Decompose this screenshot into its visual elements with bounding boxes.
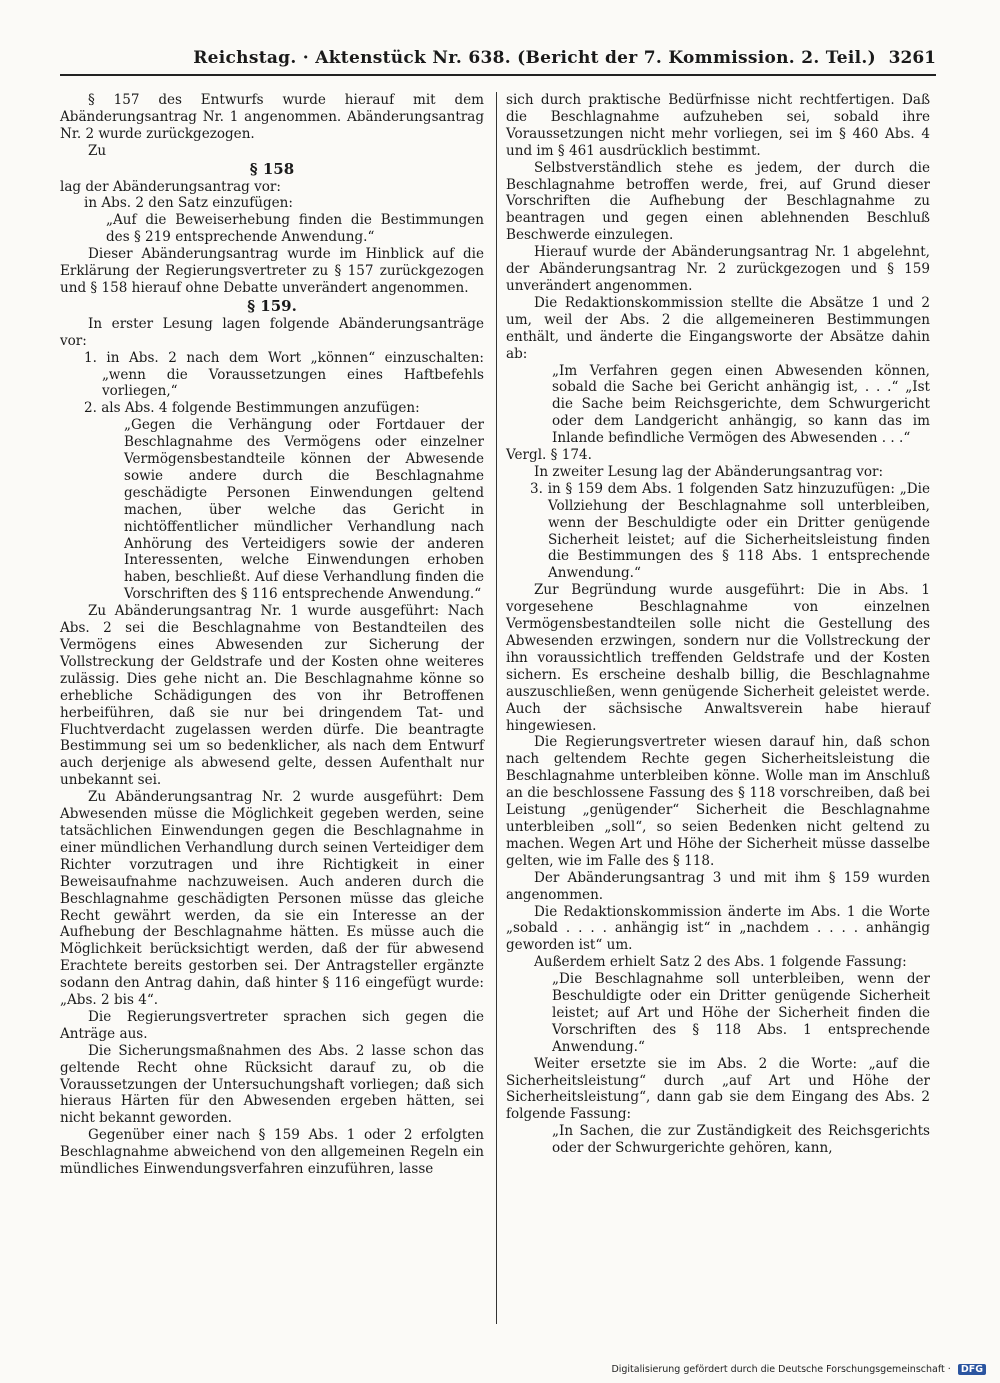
- paragraph: Der Abänderungsantrag 3 und mit ihm § 159 wurden angenommen.: [506, 869, 930, 903]
- left-column: [60, 92, 484, 1178]
- section-heading: § 159.: [247, 296, 297, 315]
- paragraph: Zur Begründung wurde ausgeführt: Die in Abs. 1 vorgesehene Beschlagnahme von einzelnen Vermögensbestandteilen solle nicht die Gestellung des Abwesenden erzwingen, sondern nur die Vollstreckung der ihn voraussichtlich treffenden Geldstrafe und der Kosten sichern. Es erscheine deshalb billig, die Beschlagnahme auszuschließen, wenn genügende Sicherheit geleistet werde. Auch der sächsische Anwaltsverein habe hierauf hingewiesen.: [506, 582, 930, 734]
- paragraph: Hierauf wurde der Abänderungsantrag Nr. 1 abgelehnt, der Abänderungsantrag Nr. 2 zurückgezogen und § 159 unverändert angenommen.: [506, 244, 930, 294]
- paragraph: In erster Lesung lagen folgende Abänderungsanträge vor:: [60, 315, 484, 349]
- paragraph: Die Regierungsvertreter wiesen darauf hin, daß schon nach geltendem Rechte gegen Sicherheitsleistung die Beschlagnahme unterbleiben könne. Wolle man im Anschluß an die beschlossene Fassung des § 118 vorschreiben, daß bei Leistung „genügender“ Sicherheit die Beschlagnahme unterbleiben „soll“, so seien Bedenken nicht geltend zu machen. Wegen Art und Höhe der Sicherheit müsse dasselbe gelten, wie im Falle des § 118.: [506, 734, 930, 869]
- paragraph: „Auf die Beweiserhebung finden die Bestimmungen des § 219 entsprechende Anwendung.“: [106, 212, 484, 246]
- page-number: 3261: [888, 48, 936, 68]
- paragraph: In zweiter Lesung lag der Abänderungsantrag vor:: [534, 463, 884, 480]
- paragraph: 2. als Abs. 4 folgende Bestimmungen anzufügen:: [84, 400, 420, 417]
- paragraph: in Abs. 2 den Satz einzufügen:: [84, 195, 293, 212]
- paragraph: Zu: [88, 142, 107, 159]
- digitization-credit: [611, 1364, 986, 1375]
- paragraph: Vergl. § 174.: [506, 447, 592, 464]
- paragraph: Außerdem erhielt Satz 2 des Abs. 1 folgende Fassung:: [534, 954, 907, 971]
- column-divider: [496, 92, 497, 1324]
- paragraph: lag der Abänderungsantrag vor:: [60, 178, 281, 195]
- dfg-logo: DFG: [958, 1364, 986, 1375]
- paragraph: 1. in Abs. 2 nach dem Wort „können“ einzuschalten: „wenn die Voraussetzungen eines Haftbefehls vorliegen,“: [84, 349, 484, 400]
- running-header: [60, 46, 936, 76]
- paragraph: Dieser Abänderungsantrag wurde im Hinblick auf die Erklärung der Regierungsvertreter zu § 157 zurückgezogen und § 158 hierauf ohne Debatte unverändert angenommen.: [60, 246, 484, 296]
- paragraph: sich durch praktische Bedürfnisse nicht rechtfertigen. Daß die Beschlagnahme aufzuheben sei, sobald ihre Voraussetzungen nicht mehr vorliegen, sei im § 460 Abs. 4 und im § 461 ausdrücklich bestimmt.: [506, 92, 930, 159]
- paragraph: „Die Beschlagnahme soll unterbleiben, wenn der Beschuldigte oder ein Dritter genügende Sicherheit leistet; auf Art und Höhe der Sicherheit finden die Vorschriften des § 118 Abs. 1 entsprechende Anwendung.“: [552, 971, 930, 1055]
- header-title: Reichstag. · Aktenstück Nr. 638. (Bericht der 7. Kommission. 2. Teil.): [193, 48, 876, 68]
- right-column: [506, 92, 930, 1157]
- paragraph: Selbstverständlich stehe es jedem, der durch die Beschlagnahme betroffen werde, frei, auf Grund dieser Vorschriften die Aufhebung der Beschlagnahme zu beantragen und gegen einen ablehnenden Beschluß Beschwerde einzulegen.: [506, 159, 930, 244]
- paragraph: Die Regierungsvertreter sprachen sich gegen die Anträge aus.: [60, 1008, 484, 1042]
- credit-text: Digitalisierung gefördert durch die Deutsche Forschungsgemeinschaft ·: [611, 1364, 951, 1375]
- paragraph: „In Sachen, die zur Zuständigkeit des Reichsgerichts oder der Schwurgerichte gehören, kann,: [552, 1123, 930, 1157]
- section-heading: § 158: [249, 159, 295, 178]
- paragraph: „Im Verfahren gegen einen Abwesenden können, sobald die Sache bei Gericht anhängig ist, . . .“ „Ist die Sache beim Reichsgerichte, dem Schwurgericht oder dem Landgericht anhängig, so kann das im Inlande befindliche Vermögen des Abwesenden . . .“: [552, 362, 930, 447]
- paragraph: Die Redaktionskommission änderte im Abs. 1 die Worte „sobald . . . . anhängig ist“ in „nachdem . . . . anhängig geworden ist“ um.: [506, 903, 930, 954]
- paragraph: Weiter ersetzte sie im Abs. 2 die Worte: „auf die Sicherheitsleistung“ durch „auf Art und Höhe der Sicherheitsleistung“, dann gab sie dem Eingang des Abs. 2 folgende Fassung:: [506, 1055, 930, 1123]
- paragraph: Zu Abänderungsantrag Nr. 2 wurde ausgeführt: Dem Abwesenden müsse die Möglichkeit gegeben werden, seine tatsächlichen Einwendungen gegen die Beschlagnahme in einer mündlichen Verhandlung durch seinen Verteidiger dem Richter vorzutragen und ihre Richtigkeit in einer Beweisaufnahme nachzuweisen. Auch anderen durch die Beschlagnahme geschädigten Personen müsse das gleiche Recht gewährt werden, da sie ein Interesse an der Aufhebung der Beschlagnahme hätten. Es müsse auch die Möglichkeit berücksichtigt werden, daß der für abwesend Erachtete bereits gestorben sei. Der Antragsteller ergänzte sodann den Antrag dahin, daß hinter § 116 eingefügt wurde: „Abs. 2 bis 4“.: [60, 789, 484, 1009]
- paragraph: 3. in § 159 dem Abs. 1 folgenden Satz hinzuzufügen: „Die Vollziehung der Beschlagnahme soll unterbleiben, wenn der Beschuldigte oder ein Dritter genügende Sicherheit leistet; auf die Sicherheitsleistung finden die Bestimmungen des § 118 Abs. 1 entsprechende Anwendung.“: [530, 480, 930, 582]
- paragraph: „Gegen die Verhängung oder Fortdauer der Beschlagnahme des Vermögens oder einzelner Vermögensbestandteile können der Abwesende sowie andere durch die Beschlagnahme geschädigte Personen Einwendungen geltend machen, über welche das Gericht in nichtöffentlicher mündlicher Verhandlung nach Anhörung des Verteidigers sowie der anderen Interessenten, welche Einwendungen erhoben haben, beschließt. Auf diese Verhandlung finden die Vorschriften des § 116 entsprechende Anwendung.“: [124, 417, 484, 603]
- paragraph: § 157 des Entwurfs wurde hierauf mit dem Abänderungsantrag Nr. 1 angenommen. Abänderungsantrag Nr. 2 wurde zurückgezogen.: [60, 92, 484, 142]
- paragraph: Die Redaktionskommission stellte die Absätze 1 und 2 um, weil der Abs. 2 die allgemeineren Bestimmungen enthält, und änderte die Eingangsworte der Absätze dahin ab:: [506, 294, 930, 362]
- paragraph: Die Sicherungsmaßnahmen des Abs. 2 lasse schon das geltende Recht ohne Rücksicht darauf zu, ob die Voraussetzungen der Untersuchungshaft vorliegen; daß sich hieraus Härten für den Abwesenden ergeben hätten, sei nicht bekannt geworden.: [60, 1042, 484, 1127]
- paragraph: Gegenüber einer nach § 159 Abs. 1 oder 2 erfolgten Beschlagnahme abweichend von den allgemeinen Regeln ein mündliches Einwendungsverfahren einzuführen, lasse: [60, 1127, 484, 1178]
- paragraph: Zu Abänderungsantrag Nr. 1 wurde ausgeführt: Nach Abs. 2 sei die Beschlagnahme von Bestandteilen des Vermögens eines Abwesenden zur Sicherung der Vollstreckung der Geldstrafe und der Kosten ohne weiteres zulässig. Dies gehe nicht an. Die Beschlagnahme könne so erhebliche Schädigungen des von ihr Betroffenen herbeiführen, daß sie nur bei dringendem Tat- und Fluchtverdacht zugelassen werden dürfe. Die beantragte Bestimmung sei um so bedenklicher, als nach dem Entwurf auch derjenige als abwesend gelte, dessen Aufenthalt nur unbekannt sei.: [60, 603, 484, 789]
